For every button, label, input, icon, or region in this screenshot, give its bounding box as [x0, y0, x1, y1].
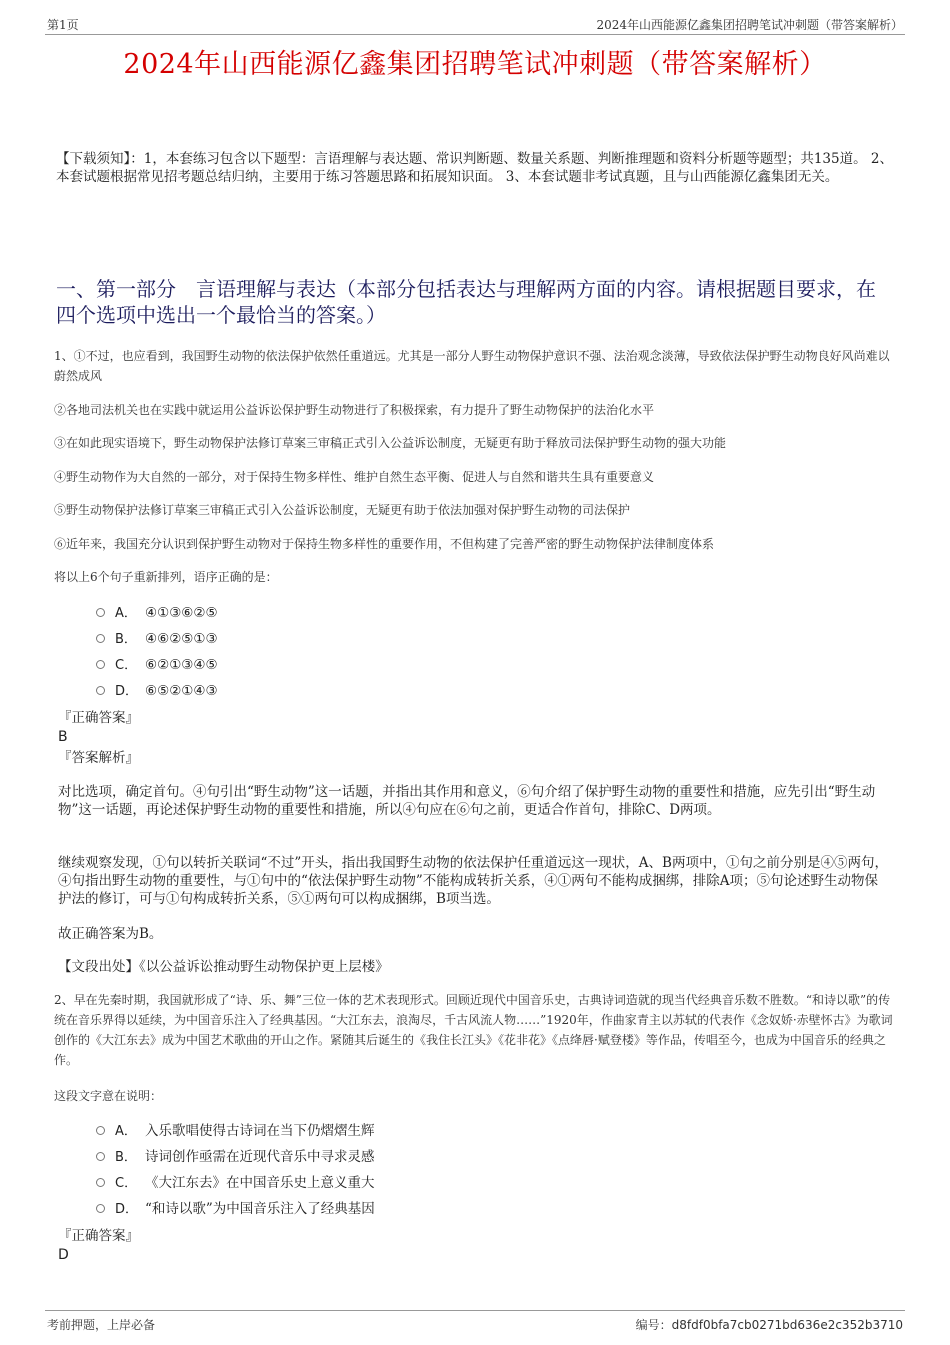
q1-source: 【文段出处】《以公益诉讼推动野生动物保护更上层楼》 [58, 959, 389, 975]
q1-sentence-1: 1、①不过，也应看到，我国野生动物的依法保护依然任重道远。尤其是一部分人野生动物保护意识不强、法治观念淡薄，导致依法保护野生动物良好风尚难以蔚然成风 [54, 349, 890, 383]
radio-icon[interactable] [96, 1178, 105, 1187]
q2-option-a-text: 入乐歌唱使得古诗词在当下仍熠熠生辉 [145, 1123, 375, 1139]
q1-option-d[interactable]: D． ⑥⑤②①④③ [96, 681, 218, 701]
q2-option-d-text: “和诗以歌”为中国音乐注入了经典基因 [145, 1201, 375, 1217]
q1-sentence-2: ②各地司法机关也在实践中就运用公益诉讼保护野生动物进行了积极探索，有力提升了野生动物保护的法治化水平 [54, 403, 655, 417]
q1-sentence-4: ④野生动物作为大自然的一部分，对于保持生物多样性、维护自然生态平衡、促进人与自然和谐共生具有重要意义 [54, 470, 655, 484]
q1-option-b[interactable]: B． ④⑥②⑤①③ [96, 629, 218, 649]
footer-code-value: d8fdf0bfa7cb0271bd636e2c352b3710 [671, 1318, 903, 1332]
page-header [45, 14, 905, 35]
download-notice: 【下载须知】：1，本套练习包含以下题型：言语理解与表达题、常识判断题、数量关系题、判断推理题和资料分析题等题型；共135道。 2、本套试题根据常见招考题总结归纳，主要用于练习答题思路和拓展知识面。 3、本套试题非考试真题，且与山西能源亿鑫集团无关。 [56, 151, 893, 185]
q2-answer-label: 『正确答案』 [58, 1228, 139, 1244]
footer-code-label: 编号： [635, 1318, 672, 1332]
q1-prompt: 将以上6个句子重新排列，语序正确的是： [54, 570, 278, 584]
radio-icon[interactable] [96, 1126, 105, 1135]
q2-prompt: 这段文字意在说明： [54, 1089, 163, 1103]
document-title: 2024年山西能源亿鑫集团招聘笔试冲刺题（带答案解析） [123, 49, 827, 80]
section-heading: 一、第一部分 言语理解与表达（本部分包括表达与理解两方面的内容。请根据题目要求，在四个选项中选出一个最恰当的答案。） [56, 277, 876, 327]
q2-option-c-text: 《大江东去》在中国音乐史上意义重大 [145, 1175, 375, 1191]
q1-sentence-5: ⑤野生动物保护法修订草案三审稿正式引入公益诉讼制度，无疑更有助于依法加强对保护野生动物的司法保护 [54, 503, 631, 517]
q1-option-c[interactable]: C． ⑥②①③④⑤ [96, 655, 218, 675]
q2-answer: D [58, 1247, 69, 1263]
radio-icon[interactable] [96, 660, 105, 669]
q1-option-b-text: ④⑥②⑤①③ [145, 631, 218, 647]
q1-option-c-text: ⑥②①③④⑤ [145, 657, 218, 673]
q1-analysis-para-1: 对比选项，确定首句。④句引出“野生动物”这一话题，并指出其作用和意义，⑥句介绍了保护野生动物的重要性和措施，应先引出“野生动物”这一话题，再论述保护野生动物的重要性和措施，所以④句应在⑥句之前，更适合作首句，排除C、D两项。 [58, 784, 876, 818]
q2-passage: 2、早在先秦时期，我国就形成了“诗、乐、舞”三位一体的艺术表现形式。回顾近现代中国音乐史，古典诗词造就的现当代经典音乐数不胜数。“和诗以歌”的传统在音乐界得以延续，为中国音乐注入了经典基因。“大江东去，浪淘尽，千古风流人物……”1920年，作曲家青主以苏轼的代表作《念奴娇·赤壁怀古》为歌词创作的《大江东去》成为中国艺术歌曲的开山之作。紧随其后诞生的《我住长江头》《花非花》《点绛唇·赋登楼》等作品，传唱至今，也成为中国音乐的经典之作。 [54, 993, 893, 1067]
radio-icon[interactable] [96, 634, 105, 643]
footer-slogan: 考前押题，上岸必备 [47, 1318, 156, 1332]
q1-answer: B [58, 729, 68, 745]
q1-option-d-text: ⑥⑤②①④③ [145, 683, 218, 699]
radio-icon[interactable] [96, 1152, 105, 1161]
footer-code [636, 1316, 903, 1333]
radio-icon[interactable] [96, 608, 105, 617]
q1-sentence-6: ⑥近年来，我国充分认识到保护野生动物对于保持生物多样性的重要作用，不但构建了完善严密的野生动物保护法律制度体系 [54, 537, 715, 551]
radio-icon[interactable] [96, 686, 105, 695]
q1-answer-label: 『正确答案』 [58, 710, 139, 726]
q1-analysis-para-3: 故正确答案为B。 [58, 926, 163, 942]
q2-option-c[interactable]: C． 《大江东去》在中国音乐史上意义重大 [96, 1173, 375, 1193]
q1-option-a-text: ④①③⑥②⑤ [145, 605, 218, 621]
q1-analysis-label: 『答案解析』 [58, 750, 139, 766]
q1-option-a[interactable]: A． ④①③⑥②⑤ [96, 603, 218, 623]
q2-option-a[interactable]: A． 入乐歌唱使得古诗词在当下仍熠熠生辉 [96, 1121, 375, 1141]
radio-icon[interactable] [96, 1204, 105, 1213]
q2-option-b-text: 诗词创作亟需在近现代音乐中寻求灵感 [145, 1149, 375, 1165]
page-number: 第1页 [47, 18, 79, 32]
q2-option-d[interactable]: D． “和诗以歌”为中国音乐注入了经典基因 [96, 1199, 375, 1219]
header-doc-title: 2024年山西能源亿鑫集团招聘笔试冲刺题（带答案解析） [596, 18, 903, 32]
q2-option-b[interactable]: B． 诗词创作亟需在近现代音乐中寻求灵感 [96, 1147, 375, 1167]
page-footer [45, 1310, 905, 1333]
q1-analysis-para-2: 继续观察发现，①句以转折关联词“不过”开头，指出我国野生动物的依法保护任重道远这一现状，A、B两项中，①句之前分别是④⑤两句，④句指出野生动物的重要性，与①句中的“依法保护野生动物”不能构成转折关系，④①两句不能构成捆绑，排除A项；⑤句论述野生动物保护法的修订，可与①句构成转折关系，⑤①两句可以构成捆绑，B项当选。 [58, 855, 888, 907]
q1-sentence-3: ③在如此现实语境下，野生动物保护法修订草案三审稿正式引入公益诉讼制度，无疑更有助于释放司法保护野生动物的强大功能 [54, 436, 727, 450]
